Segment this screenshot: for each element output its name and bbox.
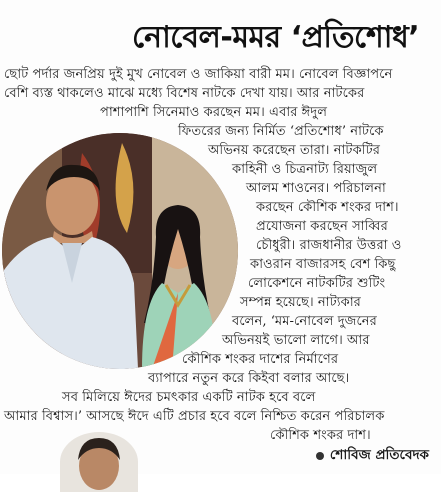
couple-photo: [2, 133, 238, 369]
byline-text: শোবিজ প্রতিবেদক: [329, 447, 429, 463]
article-line: চৌধুরী। রাজধানীর উত্তরা ও: [256, 238, 402, 253]
article-line: কাহিনী ও চিত্রনাট্য রিয়াজুল: [232, 162, 378, 177]
article-byline: [316, 446, 429, 464]
article-line: কৌশিক শংকর দাশ।: [270, 428, 371, 443]
article-line: অভিনয় করেছেন তারা। নাটকটির: [208, 143, 381, 158]
article-line: করছেন কৌশিক শংকর দাশ।: [256, 200, 399, 215]
bullet-icon: [316, 452, 324, 460]
article-line: কাওরান বাজারসহ বেশ কিছু: [250, 257, 396, 272]
article-line: অভিনয়ই ভালো লাগে। আর: [222, 333, 370, 348]
article-line: কৌশিক শংকর দাশের নির্মাণের: [182, 352, 339, 367]
article-line: বলেন, ‘মম-নোবেল দুজনের: [232, 314, 377, 329]
article-headline: নোবেল-মমর ‘প্রতিশোধ’: [132, 20, 420, 55]
article-line: প্রযোজনা করছেন সাব্বির: [256, 219, 388, 234]
article-line: বেশি ব্যস্ত থাকলেও মাঝে মধ্যে বিশেষ নাটকে দেখা যায়। আর নাটকের: [4, 86, 365, 101]
article-line: ফিতরের জন্য নির্মিত ‘প্রতিশোধ’ নাটকে: [178, 124, 384, 139]
article-line: সব মিলিয়ে ঈদের চমৎকার একটি নাটক হবে বলে: [62, 390, 316, 405]
article-line: ছোট পর্দার জনপ্রিয় দুই মুখ নোবেল ও জাকিয়া বারী মম। নোবেল বিজ্ঞাপনে: [4, 67, 393, 82]
article-line: লোকেশনে নাটকটির শুটিং: [248, 276, 386, 291]
reporter-thumbnail: [60, 432, 138, 492]
article-line: আলম শাওনের। পরিচালনা: [246, 181, 386, 196]
article-line: সম্পন্ন হয়েছে। নাট্যকার: [240, 295, 361, 310]
article-line: পাশাপাশি সিনেমাও করছেন মম। এবার ঈদুল: [100, 105, 328, 120]
article-photo: [2, 133, 238, 369]
article-line: ব্যাপারে নতুন করে কিইবা বলার আছে।: [148, 371, 350, 386]
article-line: আমার বিশ্বাস।’ আসছে ঈদে এটি প্রচার হবে বলে নিশ্চিত করেন পরিচালক: [4, 409, 385, 424]
